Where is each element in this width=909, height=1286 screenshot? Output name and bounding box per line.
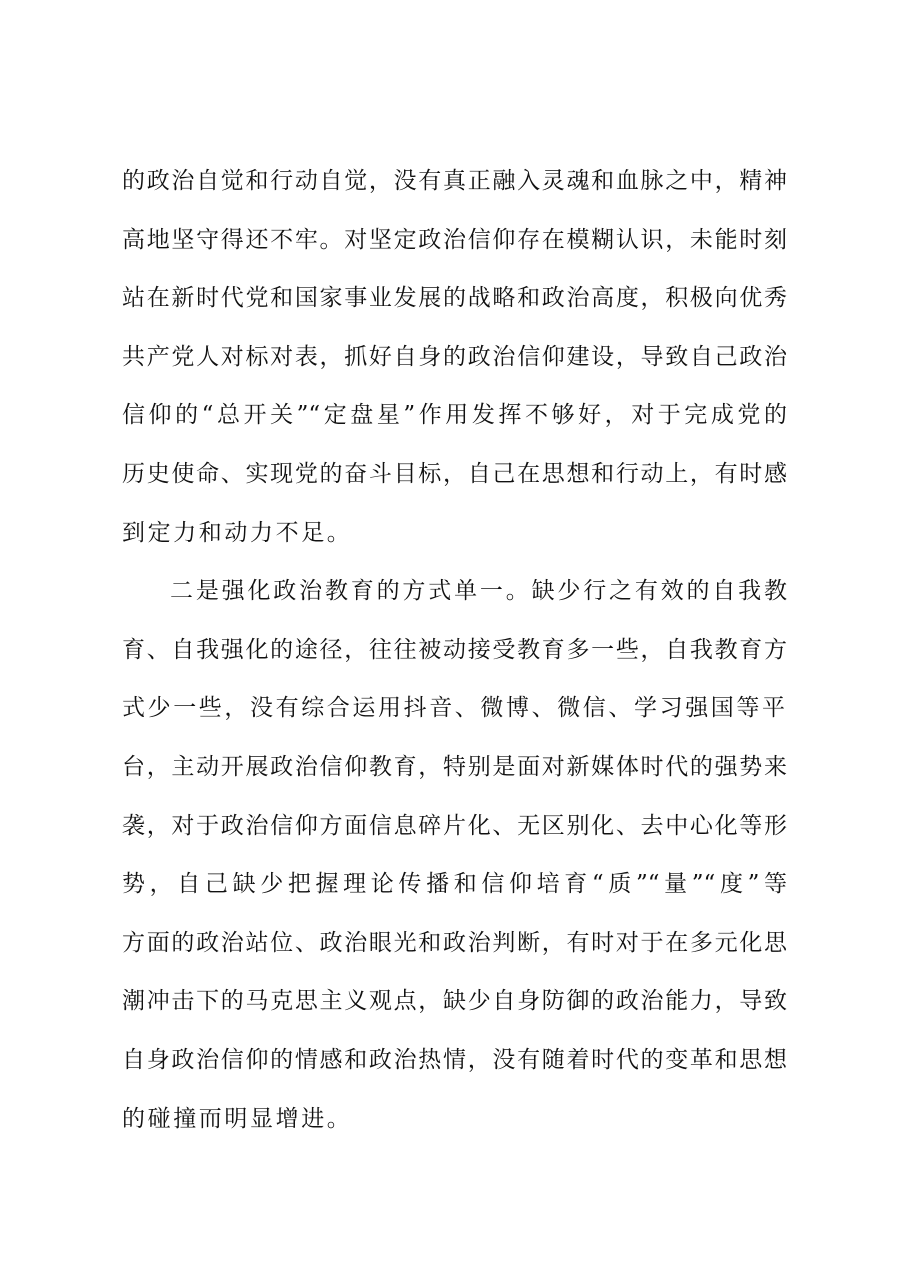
paragraph-1 [122, 152, 787, 562]
text-line: 潮冲击下的马克思主义观点，缺少自身防御的政治能力，导致 [122, 988, 787, 1015]
text-line: 势，自己缺少把握理论传播和信仰培育“质”“量”“度”等 [122, 871, 787, 898]
text-line: 台，主动开展政治信仰教育，特别是面对新媒体时代的强势来 [122, 753, 787, 780]
text-line: 历史使命、实现党的奋斗目标，自己在思想和行动上，有时感 [122, 460, 787, 487]
text-line: 信仰的“总开关”“定盘星”作用发挥不够好，对于完成党的 [122, 402, 787, 429]
text-line: 到定力和动力不足。 [122, 519, 353, 546]
text-line: 高地坚守得还不牢。对坚定政治信仰存在模糊认识，未能时刻 [122, 226, 787, 253]
text-line: 的碰撞而明显增进。 [122, 1105, 353, 1132]
text-line: 育、自我强化的途径，往往被动接受教育多一些，自我教育方 [122, 636, 787, 663]
text-line: 共产党人对标对表，抓好自身的政治信仰建设，导致自己政治 [122, 343, 787, 370]
paragraph-2 [122, 562, 787, 1148]
text-line: 二是强化政治教育的方式单一。缺少行之有效的自我教 [170, 578, 787, 605]
text-line: 自身政治信仰的情感和政治热情，没有随着时代的变革和思想 [122, 1046, 787, 1073]
text-line: 的政治自觉和行动自觉，没有真正融入灵魂和血脉之中，精神 [122, 168, 787, 194]
text-line: 站在新时代党和国家事业发展的战略和政治高度，积极向优秀 [122, 285, 787, 312]
text-line: 袭，对于政治信仰方面信息碎片化、无区别化、去中心化等形 [122, 812, 787, 839]
document-body [122, 152, 787, 1148]
text-line: 式少一些，没有综合运用抖音、微博、微信、学习强国等平 [122, 695, 788, 722]
text-line: 方面的政治站位、政治眼光和政治判断，有时对于在多元化思 [122, 929, 787, 956]
